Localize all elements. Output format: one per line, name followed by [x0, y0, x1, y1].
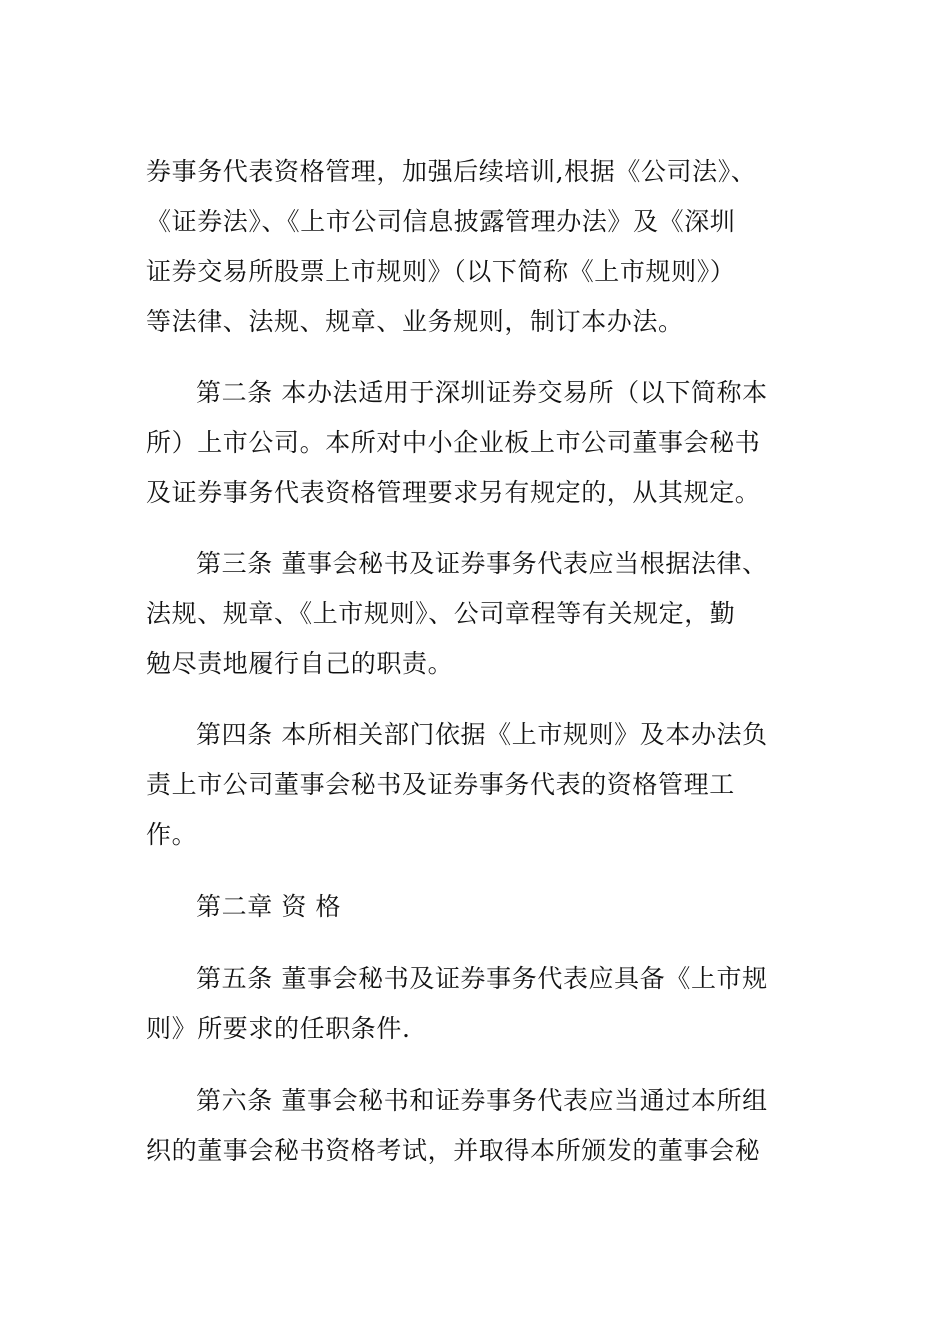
text-line: 勉尽责地履行自己的职责。: [146, 649, 454, 678]
article-6-heading-line: 第六条 董事会秘书和证券事务代表应当通过本所组: [196, 1086, 768, 1115]
text-line: 作。: [146, 820, 198, 849]
text-line: 证券交易所股票上市规则》（以下简称《上市规则》）: [146, 257, 736, 286]
article-4-heading-line: 第四条 本所相关部门依据《上市规则》及本办法负: [196, 720, 768, 749]
text-line: 所）上市公司。本所对中小企业板上市公司董事会秘书: [146, 428, 761, 457]
chapter-2-title: 第二章 资 格: [196, 892, 342, 921]
text-line: 责上市公司董事会秘书及证券事务代表的资格管理工: [146, 770, 735, 799]
text-line: 《证券法》、《上市公司信息披露管理办法》及《深圳: [146, 207, 736, 236]
text-line: 法规、规章、《上市规则》、公司章程等有关规定，勤: [146, 599, 736, 628]
article-3-heading-line: 第三条 董事会秘书及证券事务代表应当根据法律、: [196, 549, 768, 578]
article-5-heading-line: 第五条 董事会秘书及证券事务代表应具备《上市规: [196, 964, 768, 993]
text-line: 织的董事会秘书资格考试，并取得本所颁发的董事会秘: [146, 1136, 761, 1165]
text-line: 则》所要求的任职条件.: [146, 1014, 411, 1043]
text-line: 等法律、法规、规章、业务规则，制订本办法。: [146, 307, 684, 336]
text-line: 券事务代表资格管理，加强后续培训,根据《公司法》、: [146, 157, 757, 186]
text-line: 及证券事务代表资格管理要求另有规定的，从其规定。: [146, 478, 761, 507]
article-2-heading-line: 第二条 本办法适用于深圳证券交易所（以下简称本: [196, 378, 768, 407]
